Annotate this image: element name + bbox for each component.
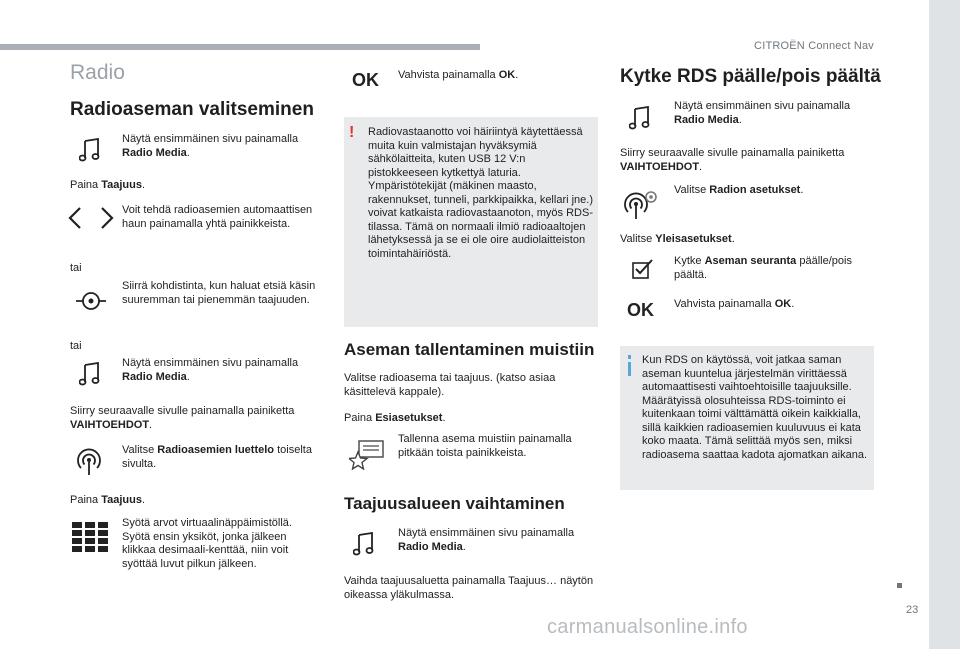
tuner-cursor-icon — [76, 288, 106, 314]
instr-radio-media-2: Näytä ensimmäinen sivu painamalla Radio Media. — [122, 357, 299, 383]
header-rule — [0, 44, 480, 50]
info-text: Kun RDS on käytössä, voit jatkaa saman aseman kuuntelua järjestelmän virittäessä automaattisesti vaihtoehtoisille taajuuksille. Määrätyissä olosuhteissa RDS-toiminto ei kuitenkaan toimi välttämättä oikein kaikkialla, sillä kaikkien radioasemien kuuluvuus ei kata koko maata. Tämä selittää myös sen, miksi radioasema saattaa kadota ajomatkan aikana. — [642, 354, 868, 461]
warning-text: Radiovastaanotto voi häiriintyä käytettäessä muita kuin valmistajan hyväksymiä sähkölaitteita, kuten USB 12 V:n pistokkeeseen kytkettyä laturia. Ympäristötekijät (mäkinen maasto, rakennukset, tunneli, parkkipaikka, kellari jne.) voivat katkaista radiovastaanoton, myös RDS-tilassa. Tämä on normaali ilmiö radioaaltojen lähetyksessä ja se ei ole oire audiolaitteiston toimintahäiriöstä. — [368, 126, 594, 260]
instr-options-2: Siirry seuraavalle sivulle painamalla painiketta VAIHTOEHDOT. — [620, 147, 845, 173]
instr-general-settings: Valitse Yleisasetukset. — [620, 233, 735, 245]
end-marker — [897, 583, 902, 588]
info-box — [620, 346, 874, 490]
instr-station-follow: Kytke Aseman seuranta päälle/pois päältä. — [674, 255, 852, 281]
music-note-icon — [629, 106, 651, 130]
tai-1: tai — [70, 262, 82, 274]
instr-radio-media-4: Näytä ensimmäinen sivu painamalla Radio Media. — [674, 100, 851, 126]
instr-confirm-ok-1: Vahvista painamalla OK. — [398, 69, 519, 81]
instr-radio-media-3: Näytä ensimmäinen sivu painamalla Radio Media. — [398, 527, 575, 553]
brand-label: CITROËN Connect Nav — [754, 40, 874, 52]
page-number: 23 — [906, 604, 919, 616]
music-note-icon — [79, 362, 101, 386]
prev-next-arrows-icon — [67, 206, 115, 230]
instr-radio-media-1: Näytä ensimmäinen sivu painamalla Radio Media. — [122, 133, 299, 159]
instr-manual-tune: Siirrä kohdistinta, kun haluat etsiä käsin suuremman tai pienemmän taajuuden. — [122, 280, 316, 306]
instr-virtual-keypad: Syötä arvot virtuaalinäppäimistöllä. Syötä ensin yksiköt, jonka jälkeen klikkaa desimaali-kenttää, niin voit syöttää luvut pilkun jälkeen. — [122, 517, 292, 570]
instr-station-list: Valitse Radioasemien luettelo toiselta sivulta. — [122, 444, 312, 470]
instr-select-station: Valitse radioasema tai taajuus. (katso asiaa käsittelevä kappale). — [344, 372, 556, 398]
side-tab — [929, 0, 960, 649]
music-note-icon — [79, 138, 101, 162]
warning-box — [344, 117, 598, 327]
instr-radio-settings: Valitse Radion asetukset. — [674, 184, 804, 196]
info-icon — [628, 362, 631, 376]
preset-star-icon — [349, 440, 385, 470]
heading-save-station: Aseman tallentaminen muistiin — [344, 340, 595, 359]
paina-taajuus-2: Paina Taajuus. — [70, 494, 146, 506]
paina-esiasetukset: Paina Esiasetukset. — [344, 412, 446, 424]
instr-auto-search: Voit tehdä radioasemien automaattisen haun painamalla yhtä painikkeista. — [122, 204, 313, 230]
radio-settings-icon — [624, 188, 660, 220]
watermark: carmanualsonline.info — [547, 616, 748, 638]
instr-long-press: Tallenna asema muistiin painamalla pitkään toista painikkeista. — [398, 433, 572, 459]
info-icon-dot — [628, 355, 631, 359]
checkbox-checked-icon — [632, 258, 654, 280]
heading-rds: Kytke RDS päälle/pois päältä — [620, 66, 881, 87]
instr-options-1: Siirry seuraavalle sivulle painamalla painiketta VAIHTOEHDOT. — [70, 405, 295, 431]
ok-icon: OK — [352, 70, 379, 90]
warning-icon: ! — [349, 124, 355, 141]
tai-2: tai — [70, 340, 82, 352]
instr-confirm-ok-2: Vahvista painamalla OK. — [674, 298, 795, 310]
heading-station-select: Radioaseman valitseminen — [70, 99, 314, 120]
keypad-icon — [72, 522, 110, 552]
section-title: Radio — [70, 61, 125, 84]
ok-icon: OK — [627, 300, 654, 320]
radio-list-icon — [76, 446, 102, 476]
instr-change-band: Vaihda taajuusaluetta painamalla Taajuus… näytön oikeassa yläkulmassa. — [344, 575, 594, 601]
heading-change-band: Taajuusalueen vaihtaminen — [344, 494, 565, 513]
paina-taajuus-1: Paina Taajuus. — [70, 179, 146, 191]
music-note-icon — [353, 532, 375, 556]
